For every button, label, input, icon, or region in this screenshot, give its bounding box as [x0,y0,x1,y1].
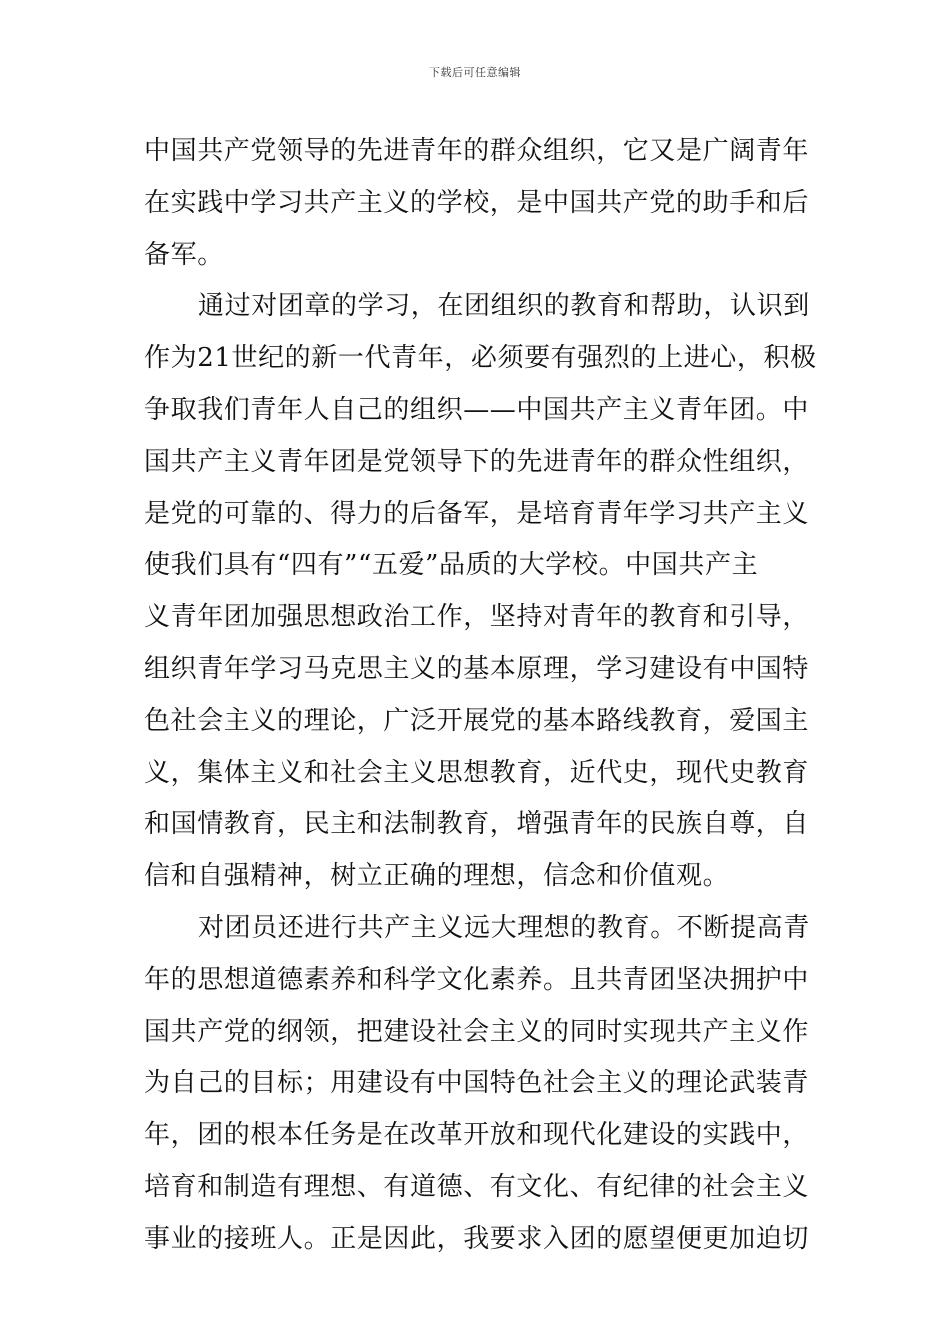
text-line: 年，团的根本任务是在改革开放和现代化建设的实践中， [144,1120,810,1151]
text-line: 信和自强精神，树立正确的理想，信念和价值观。 [144,861,730,892]
text-line: 在实践中学习共产主义的学校，是中国共产党的助手和后 [144,187,810,218]
text-line: 色社会主义的理论，广泛开展党的基本路线教育，爱国主 [144,705,810,736]
text-line: 和国情教育，民主和法制教育，增强青年的民族自尊，自 [144,809,810,840]
text-line: 组织青年学习马克思主义的基本原理，学习建设有中国特 [144,653,810,684]
text-line: 作为21世纪的新一代青年，必须要有强烈的上进心，积极 [144,343,817,374]
paragraph-2 [144,281,817,903]
text-line: 培育和制造有理想、有道德、有文化、有纪律的社会主义 [144,1171,810,1202]
text-line: 争取我们青年人自己的组织——中国共产主义青年团。中 [144,394,810,425]
paragraph-3 [144,903,808,1266]
paragraph-1 [144,126,808,281]
text-line: 中国共产党领导的先进青年的群众组织，它又是广阔青年 [144,136,810,166]
text-line: 备军。 [144,239,224,270]
text-line: 对团员还进行共产主义远大理想的教育。不断提高青 [198,912,810,943]
text-line: 义青年团加强思想政治工作，坚持对青年的教育和引导， [144,602,810,633]
text-line: 国共产党的纲领，把建设社会主义的同时实现共产主义作 [144,1016,810,1047]
text-line: 是党的可靠的、得力的后备军，是培育青年学习共产主义 [144,498,810,529]
text-line: 为自己的目标；用建设有中国特色社会主义的理论武装青 [144,1068,810,1099]
text-line: 通过对团章的学习，在团组织的教育和帮助，认识到 [198,291,810,322]
text-line: 国共产主义青年团是党领导下的先进青年的群众性组织， [144,446,810,477]
text-line: 义，集体主义和社会主义思想教育，近代史，现代史教育 [144,757,810,788]
page-header: 下载后可任意编辑 [429,66,521,79]
document-body [144,126,817,1266]
text-line: 年的思想道德素养和科学文化素养。且共青团坚决拥护中 [144,964,810,995]
text-line: 使我们具有“四有”“五爱”品质的大学校。中国共产主 [144,550,759,581]
text-line: 事业的接班人。正是因此，我要求入团的愿望便更加迫切 [144,1223,810,1254]
